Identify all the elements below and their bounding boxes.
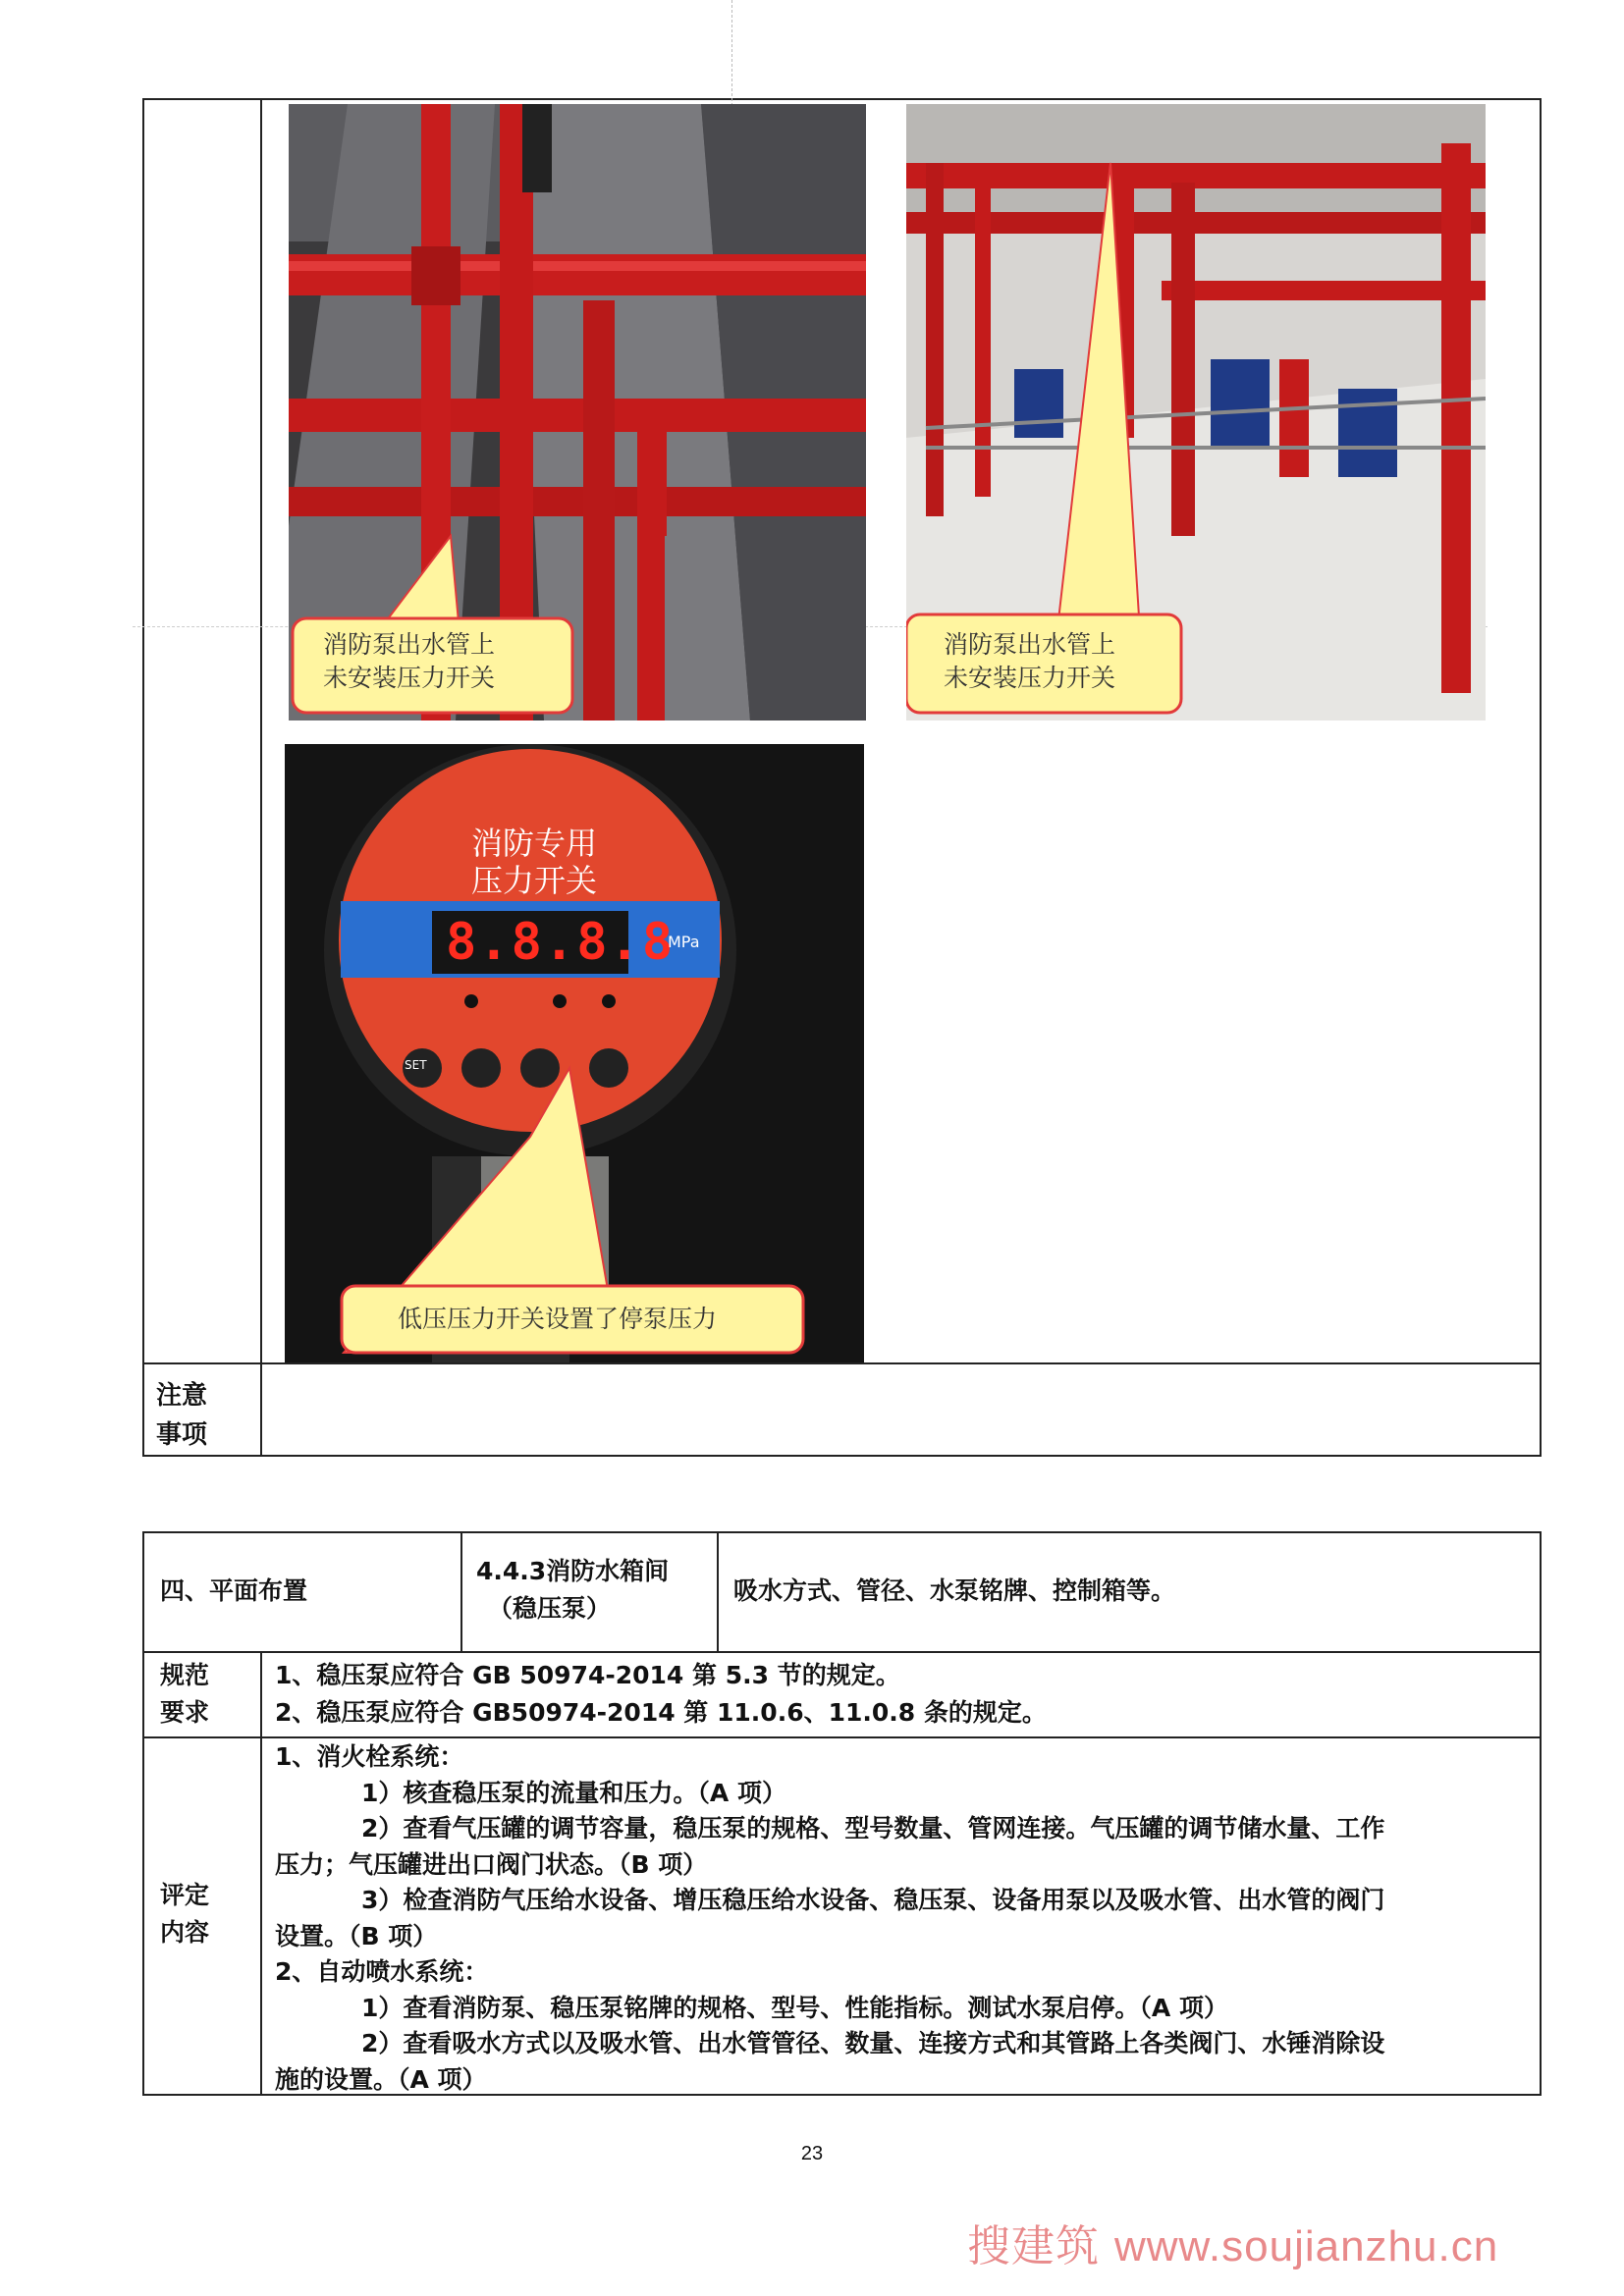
spec-label-line: 规范 bbox=[160, 1661, 210, 1689]
spec-label bbox=[160, 1657, 209, 1732]
eval-label-line: 内容 bbox=[160, 1918, 210, 1947]
gauge-title bbox=[471, 825, 597, 899]
row-divider bbox=[144, 1651, 1540, 1653]
section-item-line: （稳压泵） bbox=[488, 1594, 612, 1623]
callout-line: 未安装压力开关 bbox=[944, 664, 1116, 692]
callout-line: 未安装压力开关 bbox=[323, 664, 496, 692]
eval-label-line: 评定 bbox=[160, 1881, 210, 1909]
eval-line: 施的设置。（A 项） bbox=[275, 2064, 487, 2094]
spec-line: 2、稳压泵应符合 GB50974-2014 第 11.0.6、11.0.8 条的规定。 bbox=[275, 1698, 1047, 1727]
eval-line: 3）检查消防气压给水设备、增压稳压给水设备、稳压泵、设备用泵以及吸水管、出水管的阀门 bbox=[361, 1886, 1385, 1914]
row-divider bbox=[144, 1736, 1540, 1738]
watermark-url: www.soujianzhu.cn bbox=[1114, 2222, 1499, 2270]
gauge-display: 8.8.8.8 bbox=[446, 913, 676, 972]
photo-pump-outlet-pipe-1 bbox=[289, 104, 866, 721]
section-scope: 吸水方式、管径、水泵铭牌、控制箱等。 bbox=[733, 1576, 1176, 1605]
gauge-title-line: 压力开关 bbox=[471, 862, 598, 899]
section-item-line: 4.4.3消防水箱间 bbox=[476, 1557, 670, 1585]
callout-line: 消防泵出水管上 bbox=[323, 630, 496, 659]
eval-line: 压力；气压罐进出口阀门状态。（B 项） bbox=[275, 1849, 708, 1879]
notes-label-line1: 注意 bbox=[156, 1381, 208, 1411]
eval-label bbox=[160, 1877, 209, 1951]
callout-text-1 bbox=[323, 628, 495, 695]
eval-line: 1）查看消防泵、稳压泵铭牌的规格、型号、性能指标。测试水泵启停。（A 项） bbox=[361, 1993, 1228, 2022]
callout-text-2 bbox=[944, 628, 1115, 695]
spec-label-line: 要求 bbox=[160, 1698, 210, 1727]
eval-line: 1、消火栓系统： bbox=[275, 1742, 464, 1771]
spec-line: 1、稳压泵应符合 GB 50974-2014 第 5.3 节的规定。 bbox=[275, 1661, 900, 1689]
eval-line: 2）查看气压罐的调节容量，稳压泵的规格、型号数量、管网连接。气压罐的调节储水量、工作 bbox=[361, 1814, 1385, 1842]
gauge-unit: MPa bbox=[668, 933, 700, 951]
notes-label-line2: 事项 bbox=[156, 1420, 208, 1450]
photo-pump-outlet-pipe-2 bbox=[906, 104, 1486, 721]
notes-label bbox=[156, 1376, 244, 1455]
row-divider bbox=[144, 1362, 1540, 1364]
eval-content bbox=[275, 1739, 1532, 2098]
photo-pressure-switch bbox=[285, 744, 864, 1362]
watermark-cn: 搜建筑 bbox=[967, 2221, 1100, 2271]
page-number: 23 bbox=[800, 2143, 824, 2164]
eval-line: 2）查看吸水方式以及吸水管、出水管管径、数量、连接方式和其管路上各类阀门、水锤消除设 bbox=[361, 2029, 1385, 2057]
watermark bbox=[967, 2211, 1498, 2273]
inspection-item-table bbox=[142, 1531, 1542, 2096]
column-divider bbox=[460, 1533, 462, 1651]
section-item bbox=[476, 1553, 669, 1628]
section-category: 四、平面布置 bbox=[160, 1576, 308, 1605]
callout-line: 消防泵出水管上 bbox=[944, 630, 1116, 659]
spec-content bbox=[275, 1657, 1047, 1732]
eval-line: 2、自动喷水系统： bbox=[275, 1957, 489, 1986]
gauge-set-button: SET bbox=[405, 1058, 427, 1072]
eval-line: 1）核查稳压泵的流量和压力。（A 项） bbox=[361, 1778, 786, 1807]
column-divider bbox=[717, 1533, 719, 1651]
callout-text-3: 低压压力开关设置了停泵压力 bbox=[398, 1305, 718, 1333]
column-divider bbox=[260, 100, 262, 1455]
eval-line: 设置。（B 项） bbox=[275, 1921, 438, 1950]
gauge-title-line: 消防专用 bbox=[471, 825, 598, 862]
column-divider bbox=[260, 1651, 262, 2094]
